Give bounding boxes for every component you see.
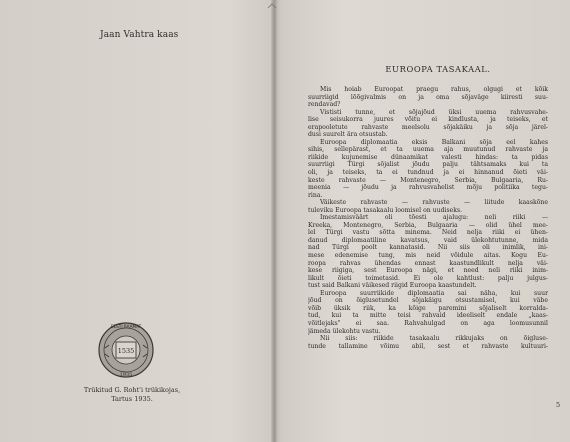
text-line: sihis, sellepärast, et ta uuema aja muutunud rahvaste ja — [308, 146, 548, 154]
text-line: mese edenemise tung, mis neid võidule aitas. Kogu Eu- — [308, 252, 548, 260]
text-line: danud diplomaatiline kavatsus, vaid ülekohtutunne, mida — [308, 236, 548, 244]
text-line: suurriigid lõõgivalmis on ja oma sõjaväge kiiresti suu- — [308, 93, 548, 101]
text-line: oli, ja teiseks, ta ei tundnud ja ei hinnanud õieti väi- — [308, 169, 548, 177]
emblem-year-top: 1535 — [117, 347, 135, 355]
text-line: rendavad? — [308, 101, 341, 109]
text-line: jõud on õiglusetundel sõjakäigu otsustamisel, kui väbe — [308, 297, 548, 305]
printer-seal-emblem — [96, 318, 156, 382]
text-line: tud, kui ta mitte teisi rahvaid ideeliselt endale „kaas- — [308, 312, 548, 320]
right-page — [275, 0, 570, 442]
printer-imprint — [72, 386, 192, 404]
text-line: Kreeka, Montenegro, Serbia, Bulgaaria — olid ühel mee- — [308, 221, 548, 229]
text-line: jämeda ülekohtu vastu. — [308, 327, 381, 335]
text-line: lise seisukorra juures võitu ei kindlusta, ja teiseks, et — [308, 116, 548, 124]
emblem-ring-text: EESTI RAAMAT — [110, 324, 142, 329]
imprint-line: Tartus 1935. — [111, 395, 153, 403]
text-line: roopa rahvas ühendas ennast kaastundlikult nelja väi- — [308, 259, 548, 267]
text-line: Väikeste rahvaste — rahvuste — liitude kaaskõne — [320, 199, 548, 207]
text-line: kese riigiga, sest Euroopa nägi, et need neli riiki inim- — [308, 267, 548, 275]
text-line: likult õieti toimetasid. Ei ole kahtlust: palju julgus- — [308, 274, 548, 282]
page-number: 5 — [556, 401, 561, 409]
text-line: Vististi tunne, et sõjajõud üksi uuema rahvusvahe- — [320, 108, 548, 116]
left-page-header: Jaan Vahtra kaas — [100, 30, 179, 40]
text-line: suurriigi Türgi sõjalist jõudu palju tähtsamaks kui ta — [308, 161, 548, 169]
text-line: Imestamisväärt oli tõesti ajalugu: neli riiki — — [320, 214, 548, 222]
left-page — [0, 0, 274, 442]
text-line: rina. — [308, 191, 323, 199]
text-line: nad Türgi poolt kannatasid. Nii siis oli inimlik, ini- — [308, 244, 548, 252]
emblem-year-bottom: 1935 — [119, 372, 133, 378]
text-line: riikide kujunemise dünaamikat valesti hindas: ta pidas — [308, 153, 548, 161]
text-line: lel Türgi vastu sõtta minema. Neid nelja riiki ei ühen- — [308, 229, 548, 237]
text-line: Euroopa suurriikide diplomaatia sai näha, kui suur — [320, 289, 548, 297]
text-line: dusi suurelt ära otsustab. — [308, 131, 388, 139]
chapter-title: EUROOPA TASAKAAL. — [385, 64, 491, 74]
text-line: erapooletute rahvaste meelsolu sõjakäiku ja sõja järel- — [308, 123, 548, 131]
text-line: keste rahvaste — Montenegro, Serbia, Bulgaaria, Ru- — [308, 176, 548, 184]
text-line: võib üksik riik, ka kõige paremini sõjaliselt korralda- — [308, 304, 548, 312]
imprint-line: Trükitud G. Roht'i trükikojas, — [83, 386, 181, 394]
text-line: tust said Balkani väikesed riigid Euroopa kaastundelt. — [308, 282, 477, 290]
text-line: Mis hoiab Euroopat praegu rahus, olgugi et kõik — [320, 86, 548, 93]
body-text — [308, 86, 548, 350]
text-line: tunde tallamine võimu abil, sest et rahvaste kultuuri- — [308, 342, 548, 350]
text-line: tuleviku Euroopa tasakaalu loomisel on uudiseks. — [308, 206, 463, 214]
text-line: võitlejaks" ei saa. Rahvahulgad on aga loomusunnil — [308, 319, 548, 327]
text-line: Euroopa diplomaatia eksis Balkani sõja eel kahes — [320, 138, 548, 146]
text-line: meenia — jõudu ja rahvusvahelist mõju politiika tegu- — [308, 184, 548, 192]
text-line: Nii siis: riikide tasakaalu rikkujaks on õigluse- — [320, 335, 548, 343]
